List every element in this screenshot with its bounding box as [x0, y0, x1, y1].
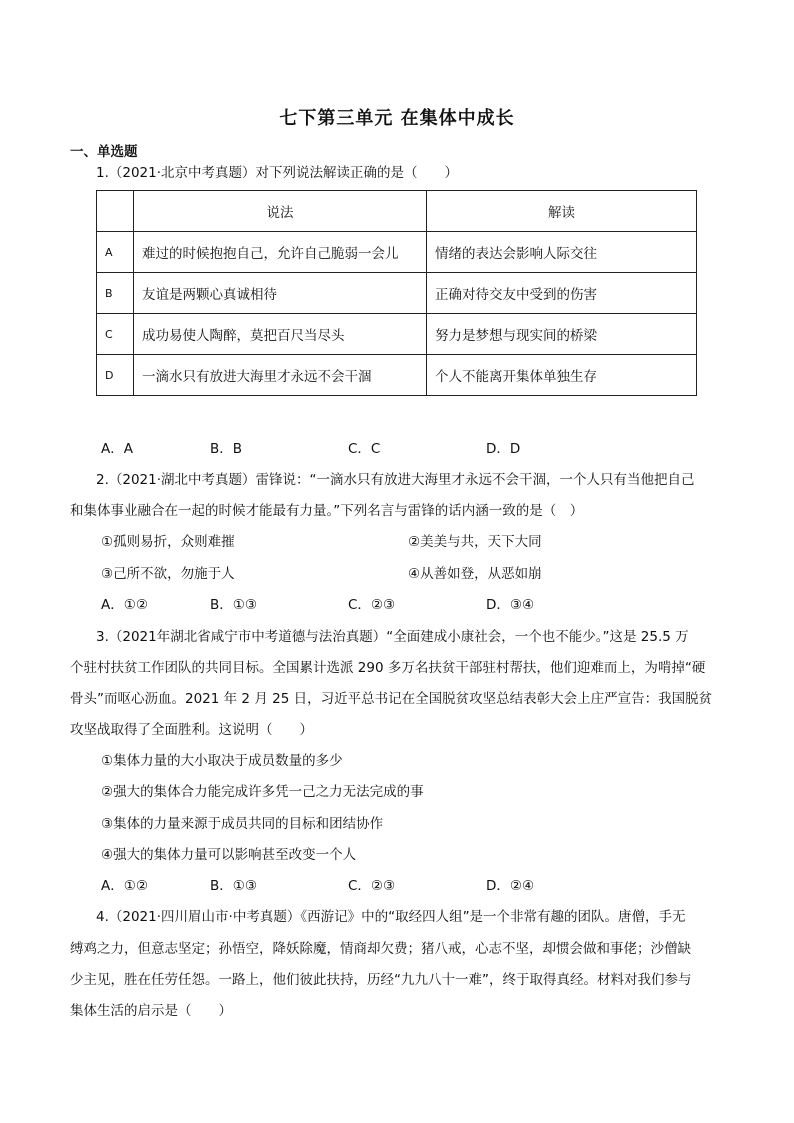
q2-statement-3: ③己所不欲，勿施于人 — [101, 566, 235, 582]
q2-option-a: A．①② — [101, 597, 148, 613]
question-3-stem: 3.（2021年湖北省咸宁市中考道德与法治真题）“全面建成小康社会，一个也不能少。”这是 25.5 万 — [96, 629, 689, 645]
question-2-stem-cont: 和集体事业融合在一起的时候才能最有力量。”下列名言与雷锋的话内涵一致的是（ ） — [70, 503, 584, 519]
table-cell: 正确对待交友中受到的伤害 — [427, 273, 697, 314]
q2-statement-2: ②美美与共，天下大同 — [408, 534, 542, 550]
q1-option-d: D．D — [486, 441, 521, 457]
table-row — [97, 314, 697, 355]
q3-option-d: D．②④ — [486, 878, 535, 894]
table-cell: B — [97, 273, 134, 314]
question-3-stem-cont: 骨头”而呕心沥血。2021 年 2 月 25 日，习近平总书记在全国脱贫攻坚总结表彰大会上庄严宣告：我国脱贫 — [70, 691, 713, 707]
table-cell: 友谊是两颗心真诚相待 — [134, 273, 427, 314]
question-4-stem-cont: 缚鸡之力，但意志坚定；孙悟空，降妖除魔，情商却欠费；猪八戒，心志不坚，却惯会做和事佬；沙僧缺 — [70, 941, 691, 957]
table-cell: 难过的时候抱抱自己，允许自己脆弱一会儿 — [134, 232, 427, 273]
q3-option-b: B．①③ — [210, 878, 257, 894]
table-header-cell: 说法 — [134, 191, 427, 232]
question-3-stem-cont: 个驻村扶贫工作团队的共同目标。全国累计选派 290 多万名扶贫干部驻村帮扶，他们迎难而上，为啃掉“硬 — [70, 660, 706, 676]
table-row — [97, 273, 697, 314]
table-header-row — [97, 191, 697, 232]
q2-option-d: D．③④ — [486, 597, 535, 613]
table-row — [97, 355, 697, 396]
section-heading: 一、单选题 — [70, 144, 138, 160]
page-title: 七下第三单元 在集体中成长 — [279, 108, 515, 129]
q1-option-b: B．B — [210, 441, 243, 457]
table-cell: 一滴水只有放进大海里才永远不会干涸 — [134, 355, 427, 396]
table-cell: D — [97, 355, 134, 396]
q3-option-c: C．②③ — [348, 878, 396, 894]
question-3-stem-cont: 攻坚战取得了全面胜利。这说明（ ） — [70, 722, 313, 738]
table-cell: 努力是梦想与现实间的桥梁 — [427, 314, 697, 355]
q3-statement-2: ②强大的集体合力能完成许多凭一己之力无法完成的事 — [101, 784, 424, 800]
question-1-stem: 1.（2021·北京中考真题）对下列说法解读正确的是（ ） — [96, 165, 459, 181]
q2-statement-1: ①孤则易折，众则难摧 — [101, 534, 235, 550]
table-header-cell: 解读 — [427, 191, 697, 232]
question-2-stem: 2.（2021·湖北中考真题）雷锋说：“一滴水只有放进大海里才永远不会干涸，一个人只有当他把自己 — [96, 472, 695, 488]
table-cell: 成功易使人陶醉，莫把百尺当尽头 — [134, 314, 427, 355]
q3-option-a: A．①② — [101, 878, 148, 894]
question-1-table — [96, 190, 697, 396]
q2-statement-4: ④从善如登，从恶如崩 — [408, 566, 542, 582]
question-4-stem-cont: 集体生活的启示是（ ） — [70, 1003, 232, 1019]
table-cell: C — [97, 314, 134, 355]
q2-option-c: C．②③ — [348, 597, 396, 613]
question-4-stem-cont: 少主见，胜在任劳任怨。一路上，他们彼此扶持，历经“九九八十一难”，终于取得真经。材料对我们参与 — [70, 972, 692, 988]
table-header-cell — [97, 191, 134, 232]
table-row — [97, 232, 697, 273]
table-cell: A — [97, 232, 134, 273]
q3-statement-1: ①集体力量的大小取决于成员数量的多少 — [101, 753, 343, 769]
q1-option-a: A．A — [101, 441, 133, 457]
q2-option-b: B．①③ — [210, 597, 257, 613]
q3-statement-3: ③集体的力量来源于成员共同的目标和团结协作 — [101, 816, 384, 832]
table-cell: 情绪的表达会影响人际交往 — [427, 232, 697, 273]
q3-statement-4: ④强大的集体力量可以影响甚至改变一个人 — [101, 847, 357, 863]
question-4-stem: 4.（2021·四川眉山市·中考真题）《西游记》中的“取经四人组”是一个非常有趣的团队。唐僧，手无 — [96, 909, 686, 925]
table-cell: 个人不能离开集体单独生存 — [427, 355, 697, 396]
q1-option-c: C．C — [348, 441, 381, 457]
